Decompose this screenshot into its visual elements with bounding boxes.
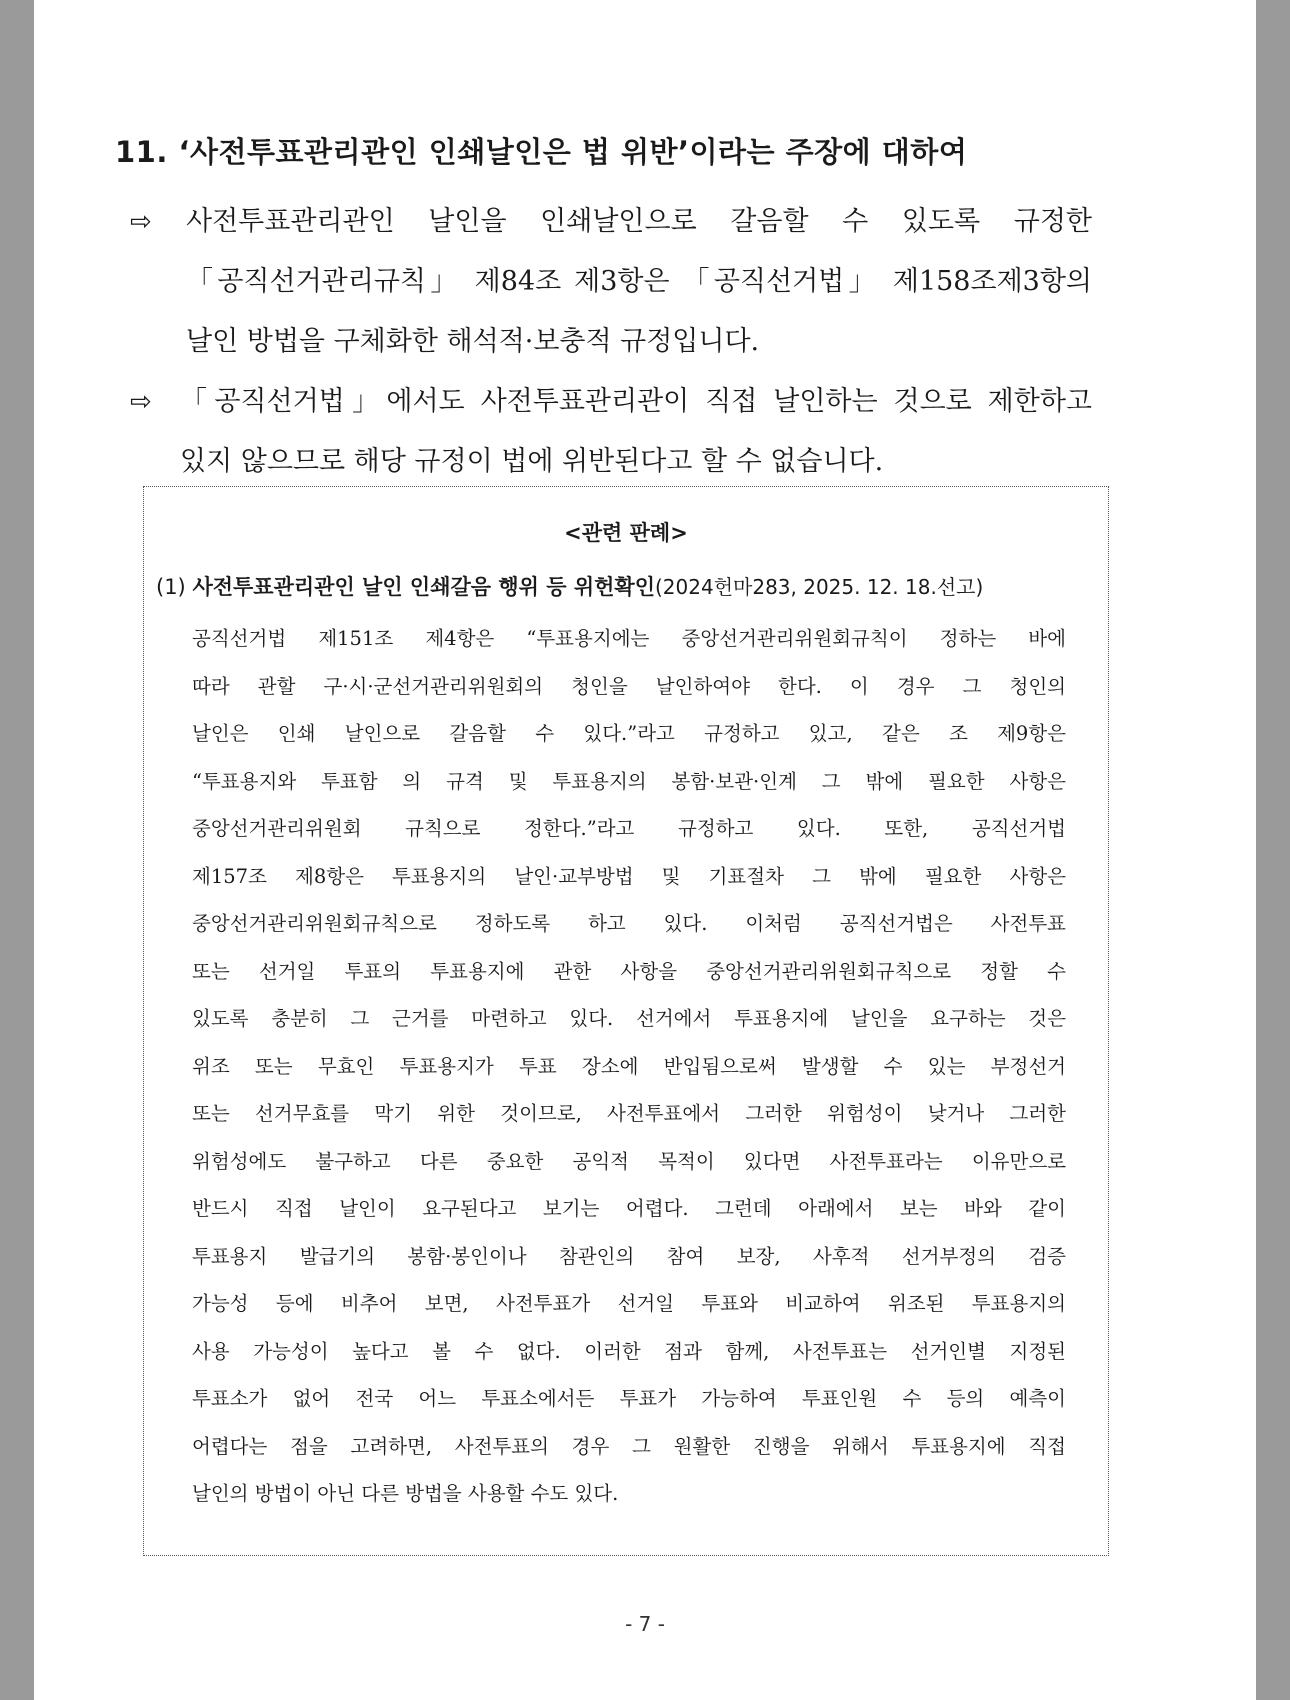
case-body-line: 또는 선거일 투표의 투표용지에 관한 사항을 중앙선거관리위원회규칙으로 정할 수 — [192, 959, 1066, 983]
case-body-line: 있도록 충분히 그 근거를 마련하고 있다. 선거에서 투표용지에 날인을 요구하는 것은 — [192, 1007, 1066, 1030]
precedent-box-title: <관련 판례> — [564, 521, 688, 545]
bullet-item-2 — [130, 372, 1130, 492]
bullet-line: 「공직선거법」에서도 사전투표관리관이 직접 날인하는 것으로 제한하고 — [180, 386, 1092, 417]
bullet-line: 「공직선거관리규칙」 제84조 제3항은 「공직선거법」 제158조제3항의 — [186, 266, 1092, 297]
case-name: 사전투표관리관인 날인 인쇄갈음 행위 등 위헌확인 — [192, 575, 655, 599]
case-body-line: 따라 관할 구·시·군선거관리위원회의 청인을 날인하여야 한다. 이 경우 그 청인의 — [192, 674, 1066, 698]
case-body-line: 날인의 방법이 아닌 다른 방법을 사용할 수도 있다. — [192, 1482, 619, 1505]
case-body-line: 투표소가 없어 전국 어느 투표소에서든 투표가 가능하여 투표인원 수 등의 예측이 — [192, 1387, 1066, 1410]
case-body-line: 어렵다는 점을 고려하면, 사전투표의 경우 그 원활한 진행을 위해서 투표용지에 직접 — [192, 1434, 1066, 1458]
case-header — [156, 571, 983, 601]
bullet-line: 있지 않으므로 해당 규정이 법에 위반된다고 할 수 없습니다. — [180, 446, 884, 477]
case-body-line: 가능성 등에 비추어 보면, 사전투표가 선거일 투표와 비교하여 위조된 투표용지의 — [192, 1292, 1066, 1315]
bullet-item-1 — [130, 192, 1130, 372]
bullet-line: 날인 방법을 구체화한 해석적·보충적 규정입니다. — [186, 326, 760, 357]
case-body-line: 또는 선거무효를 막기 위한 것이므로, 사전투표에서 그러한 위험성이 낮거나 그러한 — [192, 1102, 1066, 1125]
case-body-line: 반드시 직접 날인이 요구된다고 보기는 어렵다. 그런데 아래에서 보는 바와 같이 — [192, 1197, 1066, 1220]
case-number: (1) — [156, 575, 186, 599]
related-precedent-box — [143, 486, 1109, 1556]
case-body-text — [192, 615, 1066, 1518]
case-body-line: 날인은 인쇄 날인으로 갈음할 수 있다.”라고 규정하고 있고, 같은 조 제9항은 — [192, 722, 1066, 745]
hollow-arrow-icon: ⇨ — [130, 207, 152, 237]
case-body-line: 제157조 제8항은 투표용지의 날인·교부방법 및 기표절차 그 밖에 필요한 사항은 — [192, 864, 1066, 888]
section-heading: 11. ‘사전투표관리관인 인쇄날인은 법 위반’이라는 주장에 대하여 — [115, 135, 968, 169]
case-body-line: 위조 또는 무효인 투표용지가 투표 장소에 반입됨으로써 발생할 수 있는 부정선거 — [192, 1054, 1066, 1078]
case-body-line: 사용 가능성이 높다고 볼 수 없다. 이러한 점과 함께, 사전투표는 선거인별 지정된 — [192, 1339, 1066, 1363]
case-body-line: 위험성에도 불구하고 다른 중요한 공익적 목적이 있다면 사전투표라는 이유만으로 — [192, 1149, 1066, 1173]
case-body-line: 중앙선거관리위원회 규칙으로 정한다.”라고 규정하고 있다. 또한, 공직선거법 — [192, 817, 1066, 840]
case-body-line: 투표용지 발급기의 봉함·봉인이나 참관인의 참여 보장, 사후적 선거부정의 검증 — [192, 1244, 1066, 1268]
case-body-line: “투표용지와 투표함 의 규격 및 투표용지의 봉함·보관·인계 그 밖에 필요한 사항은 — [192, 769, 1066, 793]
case-body-line: 공직선거법 제151조 제4항은 “투표용지에는 중앙선거관리위원회규칙이 정하는 바에 — [192, 627, 1066, 650]
page-number: - 7 - — [625, 1612, 665, 1636]
bullet-line: 사전투표관리관인 날인을 인쇄날인으로 갈음할 수 있도록 규정한 — [186, 206, 1092, 237]
case-body-line: 중앙선거관리위원회규칙으로 정하도록 하고 있다. 이처럼 공직선거법은 사전투표 — [192, 912, 1066, 935]
hollow-arrow-icon: ⇨ — [130, 387, 152, 417]
case-reference: (2024헌마283, 2025. 12. 18.선고) — [655, 575, 984, 599]
